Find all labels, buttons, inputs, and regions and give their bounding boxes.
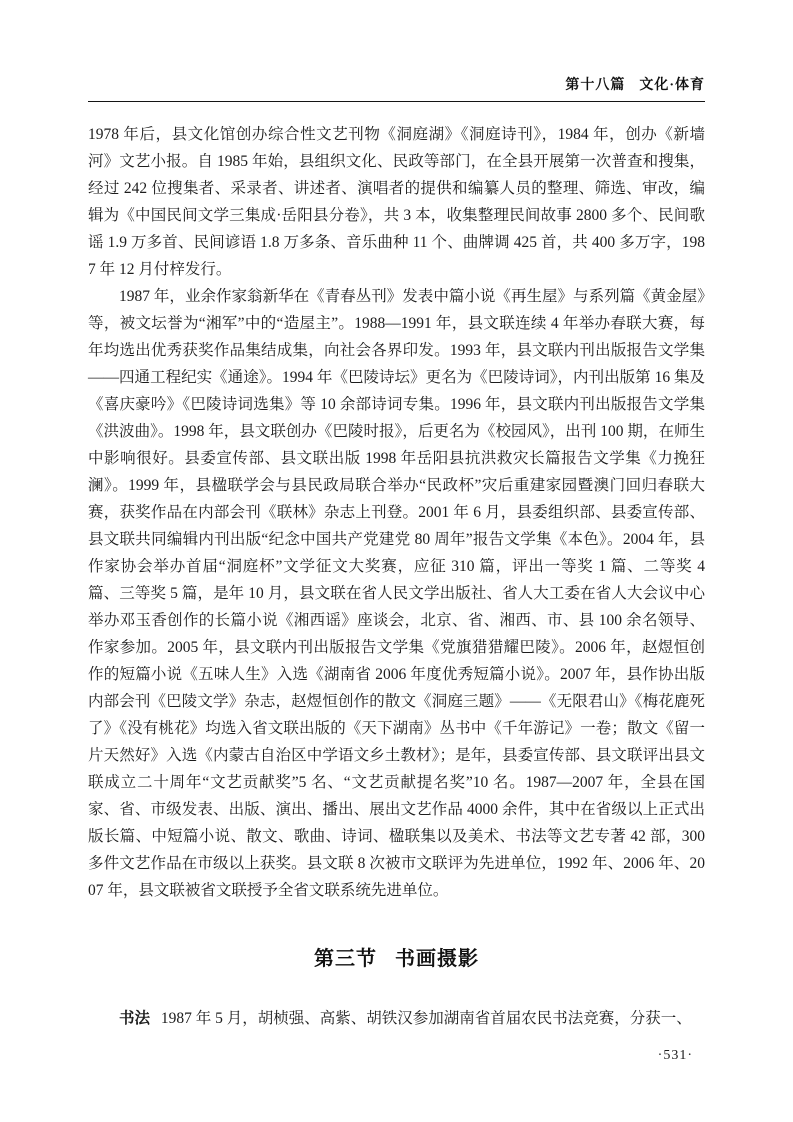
body-paragraph-1: 1978 年后，县文化馆创办综合性文艺刊物《洞庭湖》《洞庭诗刊》，1984 年，创办《新墙河》文艺小报。自 1985 年始，县组织文化、民政等部门，在全县开展第一次普查和搜集，经过 242 位搜集者、采录者、讲述者、演唱者的提供和编纂人员的整理、筛选、审改，编辑为《中国民间文学三集成·岳阳县分卷》，共 3 本，收集整理民间故事 2800 多个、民间歌谣 1.9 万多首、民间谚语 1.8 万多条、音乐曲种 11 个、曲牌调 425 首，共 400 多万字，1987 年 12 月付梓发行。 [88,126,705,278]
header-rule [88,101,705,102]
body-paragraph-2: 1987 年，业余作家翁新华在《青春丛刊》发表中篇小说《再生屋》与系列篇《黄金屋》等，被文坛誉为“湘军”中的“造屋主”。1988—1991 年，县文联连续 4 年举办春联大赛，每年均选出优秀获奖作品集结成集，向社会各界印发。1993 年，县文联内刊出版报告文学集——四通工程纪实《通途》。1994 年《巴陵诗坛》更名为《巴陵诗词》，内刊出版第 16 集及《喜庆豪吟》《巴陵诗词选集》等 10 余部诗词专集。1996 年，县文联内刊出版报告文学集《洪波曲》。1998 年，县文联创办《巴陵时报》，后更名为《校园风》，出刊 100 期，在师生中影响很好。县委宣传部、县文联出版 1998 年岳阳县抗洪救灾长篇报告文学集《力挽狂澜》。1999 年，县楹联学会与县民政局联合举办“民政杯”灾后重建家园暨澳门回归春联大赛，获奖作品在内部会刊《联林》杂志上刊登。2001 年 6 月，县委组织部、县委宣传部、县文联共同编辑内刊出版“纪念中国共产党建党 80 周年”报告文学集《本色》。2004 年，县作家协会举办首届“洞庭杯”文学征文大奖赛，应征 310 篇，评出一等奖 1 篇、二等奖 4 篇、三等奖 5 篇，是年 10 月，县文联在省人民文学出版社、省人大工委在省人大会议中心举办邓玉香创作的长篇小说《湘西谣》座谈会，北京、省、湘西、市、县 100 余名领导、作家参加。2005 年，县文联内刊出版报告文学集《党旗猎猎耀巴陵》。2006 年，赵煜恒创作的短篇小说《五味人生》入选《湖南省 2006 年度优秀短篇小说》。2007 年，县作协出版内部会刊《巴陵文学》杂志，赵煜恒创作的散文《洞庭三题》——《无限君山》《梅花鹿死了》《没有桃花》均选入省文联出版的《天下湖南》丛书中《千年游记》一卷；散文《留一片天然好》入选《内蒙古自治区中学语文乡土教材》；是年，县委宣传部、县文联评出县文联成立二十周年“文艺贡献奖”5 名、“文艺贡献提名奖”10 名。1987—2007 年，全县在国家、省、市级发表、出版、演出、播出、展出文艺作品 4000 余件，其中在省级以上正式出版长篇、中短篇小说、散文、歌曲、诗词、楹联集以及美术、书法等文艺专著 42 部，300 多件文艺作品在市级以上获奖。县文联 8 次被市文联评为先进单位，1992 年、2006 年、2007 年，县文联被省文联授予全省文联系统先进单位。 [88,288,705,899]
page-content [88,74,705,1032]
body-paragraph-3 [88,1005,705,1032]
subsection-label: 书法 [119,1010,151,1027]
section-number: 第三节 [314,948,377,970]
running-header-title: 文化·体育 [639,78,705,93]
page-number: ·531· [657,1048,693,1063]
section-heading [88,942,705,971]
section-title: 书画摄影 [395,948,479,970]
subsection-text: 1987 年 5 月，胡桢强、高紫、胡铁汉参加湖南省首届农民书法竞赛，分获一、 [160,1010,692,1027]
running-header [88,74,705,94]
running-header-part: 第十八篇 [565,78,626,93]
